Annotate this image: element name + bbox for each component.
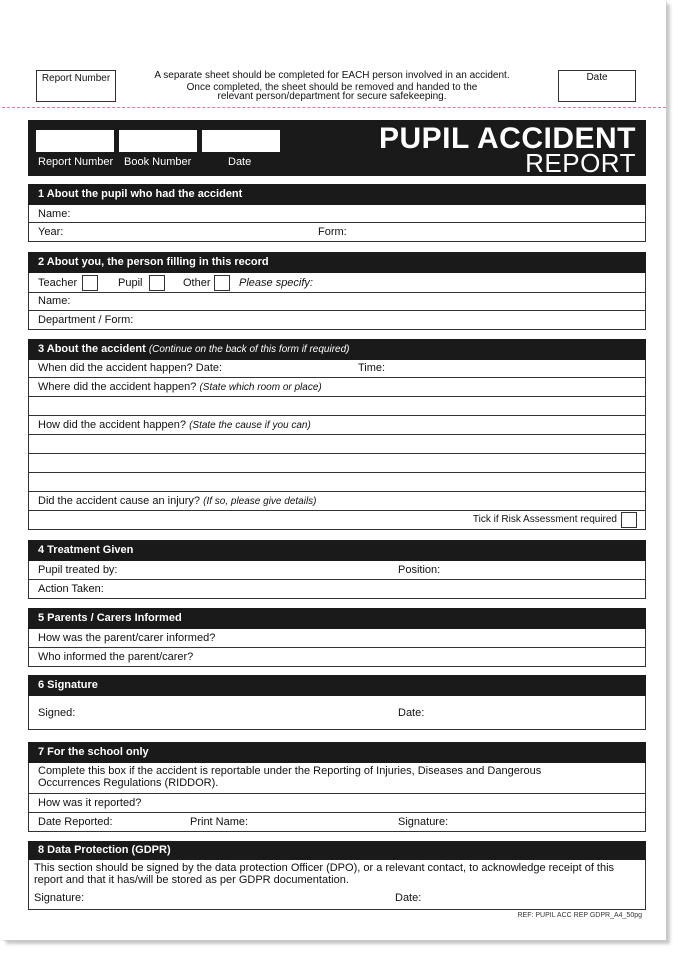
reference-code: REF: PUPIL ACC REP GDPR_A4_50pg [517,912,642,919]
pupil-name-row[interactable]: Name: [28,205,646,223]
reporter-name-row[interactable]: Name: [28,293,646,311]
section-3-title: 3 About the accident (Continue on the back of this form if required) [28,339,646,360]
perforation-line [2,107,666,108]
top-date-label: Date [586,72,608,83]
pupil-checkbox[interactable] [149,275,165,291]
report-number-caption: Report Number [38,156,114,168]
risk-row [28,511,646,530]
parent-how-row[interactable]: How was the parent/carer informed? [28,629,646,648]
how-line-2[interactable] [28,454,646,473]
form-subtitle: REPORT [525,148,636,178]
reported-details-row[interactable]: Date Reported: Print Name: Signature: [28,813,646,832]
section-7-title: 7 For the school only [28,742,646,763]
treated-row[interactable]: Pupil treated by: Position: [28,561,646,580]
report-number-label: Report Number [41,73,111,84]
role-row: Teacher Pupil Other Please specify: [28,273,646,293]
pupil-year-row[interactable]: Year: Form: [28,223,646,242]
signature-row[interactable]: Signed: Date: [28,696,646,730]
section-8-title: 8 Data Protection (GDPR) [28,841,646,860]
section-1-title: 1 About the pupil who had the accident [28,184,646,205]
date-caption: Date [228,156,252,168]
header-date-field[interactable] [202,130,280,152]
reported-how-row[interactable]: How was it reported? [28,794,646,813]
notice-text: A separate sheet should be completed for EACH person involved in an accident. Once completed, the sheet should be removed and handed to the relevant person/department for secure safekeeping. [154,70,510,102]
gdpr-box[interactable]: This section should be signed by the data protection Officer (DPO), or a relevant contact, to acknowledge receipt of this report and that it has/will be stored as per GDPR documentation. Signature: Date: [28,860,646,910]
report-number-field[interactable] [36,130,114,152]
riddor-row: Complete this box if the accident is reportable under the Reporting of Injuries, Diseases and Dangerous Occurrences Regulations (RIDDOR). [28,763,646,794]
form-title: PUPIL ACCIDENT [378,122,636,155]
report-header [28,120,646,176]
section-5-title: 5 Parents / Carers Informed [28,608,646,629]
where-row[interactable]: Where did the accident happen? (State which room or place) [28,378,646,397]
top-date-box[interactable] [558,70,636,102]
risk-label: Tick if Risk Assessment required [472,514,617,525]
section-6-title: 6 Signature [28,675,646,696]
form-sheet [2,0,666,940]
action-row[interactable]: Action Taken: [28,580,646,599]
when-row[interactable]: When did the accident happen? Date: Time: [28,360,646,378]
book-number-field[interactable] [119,130,197,152]
where-line[interactable] [28,397,646,416]
teacher-checkbox[interactable] [82,275,98,291]
how-line-3[interactable] [28,473,646,492]
injury-row[interactable]: Did the accident cause an injury? (If so, please give details) [28,492,646,511]
section-4-title: 4 Treatment Given [28,540,646,561]
section-2-title: 2 About you, the person filling in this record [28,252,646,273]
report-number-box[interactable] [36,70,116,102]
parent-who-row[interactable]: Who informed the parent/carer? [28,648,646,667]
risk-assessment-checkbox[interactable] [621,512,637,528]
other-checkbox[interactable] [214,275,230,291]
book-number-caption: Book Number [124,156,192,168]
how-line-1[interactable] [28,435,646,454]
department-row[interactable]: Department / Form: [28,311,646,330]
how-row[interactable]: How did the accident happen? (State the cause if you can) [28,416,646,435]
